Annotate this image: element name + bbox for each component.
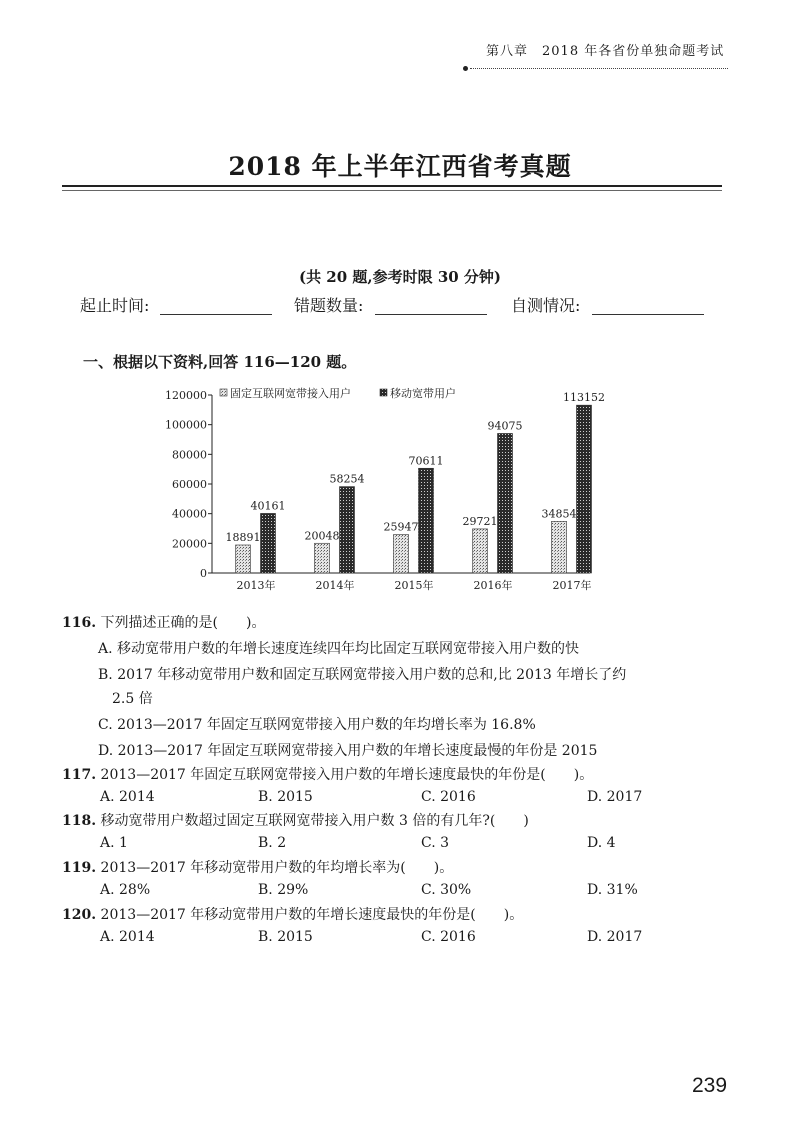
x-tick-label: 2017年 [552,579,592,592]
subtitle: (共 20 题,参考时限 30 分钟) [298,268,502,286]
data-label-fixed-4: 34854 [541,507,577,521]
question-116 [62,612,265,632]
question-text: 2013—2017 年固定互联网宽带接入用户数的年增长速度最快的年份是( )。 [96,767,594,783]
data-label-mobile-4: 113152 [563,391,605,405]
legend-swatch-mobile [380,389,387,396]
option-116-3: C. 2013—2017 年固定互联网宽带接入用户数的年均增长率为 16.8% [98,717,536,733]
y-tick-label: 60000 [172,478,207,491]
section-heading: 一、根据以下资料,回答 116—120 题。 [83,353,357,371]
option-117-0: A. 2014 [100,789,155,805]
self-test-label: 自测情况: [511,296,581,315]
option-119-2: C. 30% [421,882,472,898]
bar-fixed-2 [394,535,409,573]
question-text: 2013—2017 年移动宽带用户数的年均增长率为( )。 [96,860,454,876]
error-count-blank [375,314,487,315]
option-120-3: D. 2017 [587,929,643,945]
bar-mobile-4 [577,405,592,573]
bar-mobile-0 [261,513,276,573]
y-tick-label: 80000 [172,448,207,462]
option-119-3: D. 31% [587,882,638,898]
question-number: 119. [62,860,97,876]
question-117 [62,764,593,784]
y-tick-label: 100000 [165,418,207,432]
header-rule [470,68,728,69]
question-text: 移动宽带用户数超过固定互联网宽带接入用户数 3 倍的有几年?( ) [96,813,529,829]
option-116-2: 2.5 倍 [112,691,153,707]
bar-mobile-1 [340,487,355,573]
option-119-0: A. 28% [100,882,151,898]
question-number: 117. [62,767,97,783]
option-118-2: C. 3 [421,835,450,851]
question-number: 120. [62,907,97,923]
y-tick-label: 0 [200,567,207,580]
chapter-header: 第八章 2018 年各省份单独命题考试 [486,44,725,59]
option-116-4: D. 2013—2017 年固定互联网宽带接入用户数的年增长速度最慢的年份是 2015 [98,743,598,759]
option-118-3: D. 4 [587,835,616,851]
option-120-2: C. 2016 [421,929,476,945]
option-119-1: B. 29% [258,882,309,898]
option-116-1: B. 2017 年移动宽带用户数和固定互联网宽带接入用户数的总和,比 2013 年增长了约 [98,667,627,683]
question-number: 118. [62,813,97,829]
question-118 [62,810,529,830]
question-120 [62,904,523,924]
bar-fixed-3 [473,529,488,573]
legend-label-mobile: 移动宽带用户 [390,387,456,400]
y-tick-label: 40000 [172,507,207,521]
y-tick-label: 120000 [165,389,207,402]
x-tick-label: 2014年 [315,579,355,592]
self-test-blank [592,314,704,315]
bar-fixed-0 [236,545,251,573]
data-label-mobile-0: 40161 [250,499,286,513]
data-label-mobile-3: 94075 [487,419,523,433]
option-117-2: C. 2016 [421,789,476,805]
question-text: 2013—2017 年移动宽带用户数的年增长速度最快的年份是( )。 [96,907,524,923]
bar-fixed-4 [552,521,567,573]
option-117-1: B. 2015 [258,789,313,805]
data-label-mobile-2: 70611 [408,454,444,468]
option-120-0: A. 2014 [100,929,155,945]
question-text: 下列描述正确的是( )。 [96,615,266,631]
data-label-fixed-2: 25947 [383,520,419,534]
y-tick-label: 20000 [172,537,207,551]
page-number: 239 [692,1074,728,1097]
title-rule-thin [62,190,722,191]
header-dot [463,66,468,71]
option-118-1: B. 2 [258,835,287,851]
x-tick-label: 2015年 [394,579,434,592]
question-number: 116. [62,615,97,631]
bar-fixed-1 [315,543,330,573]
data-label-fixed-1: 20048 [304,529,340,543]
start-time-label: 起止时间: [80,296,150,315]
x-tick-label: 2013年 [236,579,276,592]
x-tick-label: 2016年 [473,579,513,592]
data-label-fixed-3: 29721 [462,514,498,528]
question-119 [62,857,453,877]
option-120-1: B. 2015 [258,929,313,945]
option-116-0: A. 移动宽带用户数的年增长速度连续四年均比固定互联网宽带接入用户数的快 [98,641,580,657]
bar-mobile-3 [498,433,513,573]
bar-mobile-2 [419,468,434,573]
start-time-blank [160,314,272,315]
option-118-0: A. 1 [100,835,128,851]
title-rule [62,185,722,187]
option-117-3: D. 2017 [587,789,643,805]
bar-chart [150,385,610,597]
data-label-mobile-1: 58254 [329,472,365,486]
error-count-label: 错题数量: [294,296,364,315]
data-label-fixed-0: 18891 [225,530,261,544]
legend-swatch-fixed [220,389,227,396]
legend-label-fixed: 固定互联网宽带接入用户 [230,387,351,400]
page-title: 2018 年上半年江西省考真题 [228,152,572,181]
